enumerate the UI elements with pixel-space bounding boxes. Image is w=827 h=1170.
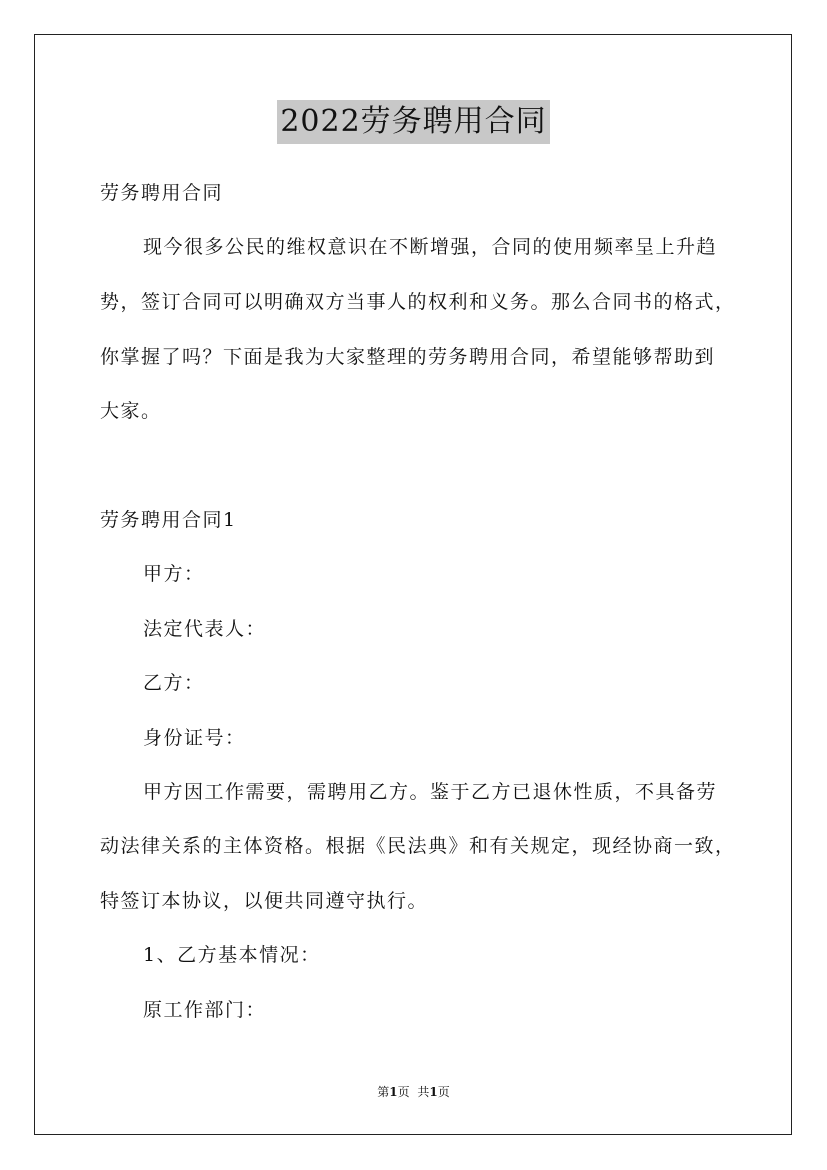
- paragraph-line: 特签订本协议，以便共同遵守执行。: [100, 890, 429, 912]
- paragraph-line: 现今很多公民的维权意识在不断增强，合同的使用频率呈上升趋: [143, 236, 718, 258]
- footer-page-suffix: 页: [397, 1085, 410, 1099]
- clause-heading: 1、乙方基本情况：: [143, 944, 321, 966]
- footer-total-number: 1: [429, 1085, 438, 1099]
- paragraph-line: 你掌握了吗？下面是我为大家整理的劳务聘用合同，希望能够帮助到: [100, 346, 716, 368]
- paragraph-line: 动法律关系的主体资格。根据《民法典》和有关规定，现经协商一致，: [100, 835, 736, 857]
- footer-page-number: 1: [389, 1085, 398, 1099]
- contract-heading: 劳务聘用合同1: [100, 509, 237, 531]
- footer-total-suffix: 页: [437, 1085, 450, 1099]
- party-b-label: 乙方：: [143, 672, 205, 694]
- original-department-label: 原工作部门：: [143, 999, 267, 1021]
- footer-total-label: 共: [417, 1085, 430, 1099]
- section-heading: 劳务聘用合同: [100, 182, 224, 204]
- legal-rep-label: 法定代表人：: [143, 618, 267, 640]
- paragraph-line: 势，签订合同可以明确双方当事人的权利和义务。那么合同书的格式，: [100, 291, 736, 313]
- footer-page-label: 第: [377, 1085, 390, 1099]
- id-number-label: 身份证号：: [143, 727, 246, 749]
- page-footer: [0, 1084, 827, 1100]
- paragraph-line: 甲方因工作需要，需聘用乙方。鉴于乙方已退休性质，不具备劳: [143, 781, 718, 803]
- document-title: 2022劳务聘用合同: [277, 100, 549, 144]
- title-container: [0, 100, 827, 144]
- party-a-label: 甲方：: [143, 563, 205, 585]
- paragraph-line: 大家。: [100, 400, 162, 422]
